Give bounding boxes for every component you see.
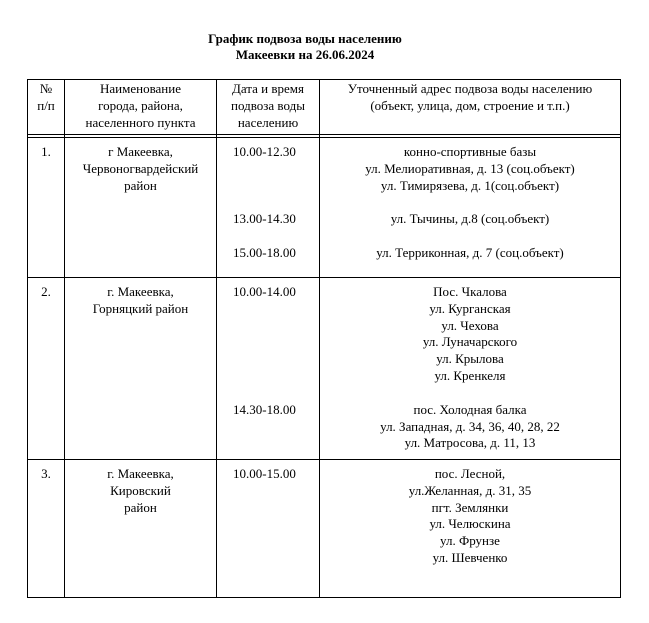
table-row [28,138,621,278]
address-text: ул. Матросова, д. 11, 13 [404,435,536,451]
address-segment [320,284,620,385]
table-row [28,278,621,460]
row-city [65,138,217,278]
header-text: подвоза воды [231,97,305,113]
address-segment [320,402,620,452]
city-text: г Макеевка, [108,144,173,159]
address-text: ул. Курганская [429,300,511,316]
address-text: ул. Кренкеля [434,367,506,383]
document-title-line-1: График подвоза воды населению [208,31,402,46]
city-text: Кировский [110,482,171,498]
city-text: г. Макеевка, [107,466,174,481]
header-text: населенного пункта [85,114,196,130]
time-text: 15.00-18.00 [233,245,296,261]
row-time [217,460,320,598]
row-number: 1. [28,138,65,278]
header-address [320,80,621,135]
water-schedule-table [27,79,621,598]
table-header-row [28,80,621,135]
address-text: ул. Западная, д. 34, 36, 40, 28, 22 [380,418,560,434]
address-text: ул. Крылова [436,351,504,367]
address-text: ул. Фрунзе [440,533,500,549]
city-text: Горняцкий район [92,300,189,316]
header-text: города, района, [98,97,183,113]
row-time [217,138,320,278]
header-text: (объект, улица, дом, строение и т.п.) [370,97,570,113]
row-number: 2. [28,278,65,460]
header-text: Дата и время [232,81,304,96]
header-text: населению [237,114,299,130]
time-text: 10.00-12.30 [233,144,296,159]
header-text: Наименование [100,81,181,96]
city-text: район [124,177,157,193]
address-segment [320,245,620,262]
time-segment [233,245,319,262]
address-text: пгт. Землянки [431,499,509,515]
row-address [320,460,621,598]
header-text: п/п [37,97,55,113]
address-text: ул. Терриконная, д. 7 (соц.объект) [376,245,564,261]
address-text: ул. Шевченко [432,549,508,565]
header-text: № [39,81,53,96]
address-text: ул. Мелиоративная, д. 13 (соц.объект) [365,160,575,176]
address-text: ул. Тычины, д.8 (соц.объект) [390,211,550,227]
address-segment [320,211,620,228]
document-title-line-2: Макеевки на 26.06.2024 [235,47,375,62]
address-text: Пос. Чкалова [433,284,507,299]
time-text: 13.00-14.30 [233,211,296,227]
header-city [65,80,217,135]
row-address [320,138,621,278]
city-text: Червоногвардейский [82,160,199,176]
address-text: пос. Лесной, [434,466,506,481]
time-segment [233,466,319,483]
address-text: пос. Холодная балка [413,401,527,417]
address-text: ул. Луначарского [422,334,518,350]
header-text: Уточненный адрес подвоза воды населению [347,81,593,96]
table-row [28,460,621,598]
row-number: 3. [28,460,65,598]
address-text: ул.Желанная, д. 31, 35 [408,482,532,498]
time-segment [233,402,319,419]
address-segment [320,466,620,567]
address-text: ул. Челюскина [429,516,511,532]
header-num [28,80,65,135]
time-text: 10.00-15.00 [233,466,296,481]
address-text: конно-спортивные базы [403,144,537,159]
row-city [65,278,217,460]
city-text: г. Макеевка, [107,284,174,299]
address-text: ул. Чехова [441,317,499,333]
address-segment [320,144,620,194]
row-city [65,460,217,598]
row-time [217,278,320,460]
row-address [320,278,621,460]
time-text: 14.30-18.00 [233,401,296,417]
time-text: 10.00-14.00 [233,284,296,299]
time-segment [233,144,319,194]
address-text: ул. Тимирязева, д. 1(соц.объект) [380,177,560,193]
city-text: район [124,499,157,515]
header-time [217,80,320,135]
time-segment [233,211,319,228]
time-segment [233,284,319,385]
